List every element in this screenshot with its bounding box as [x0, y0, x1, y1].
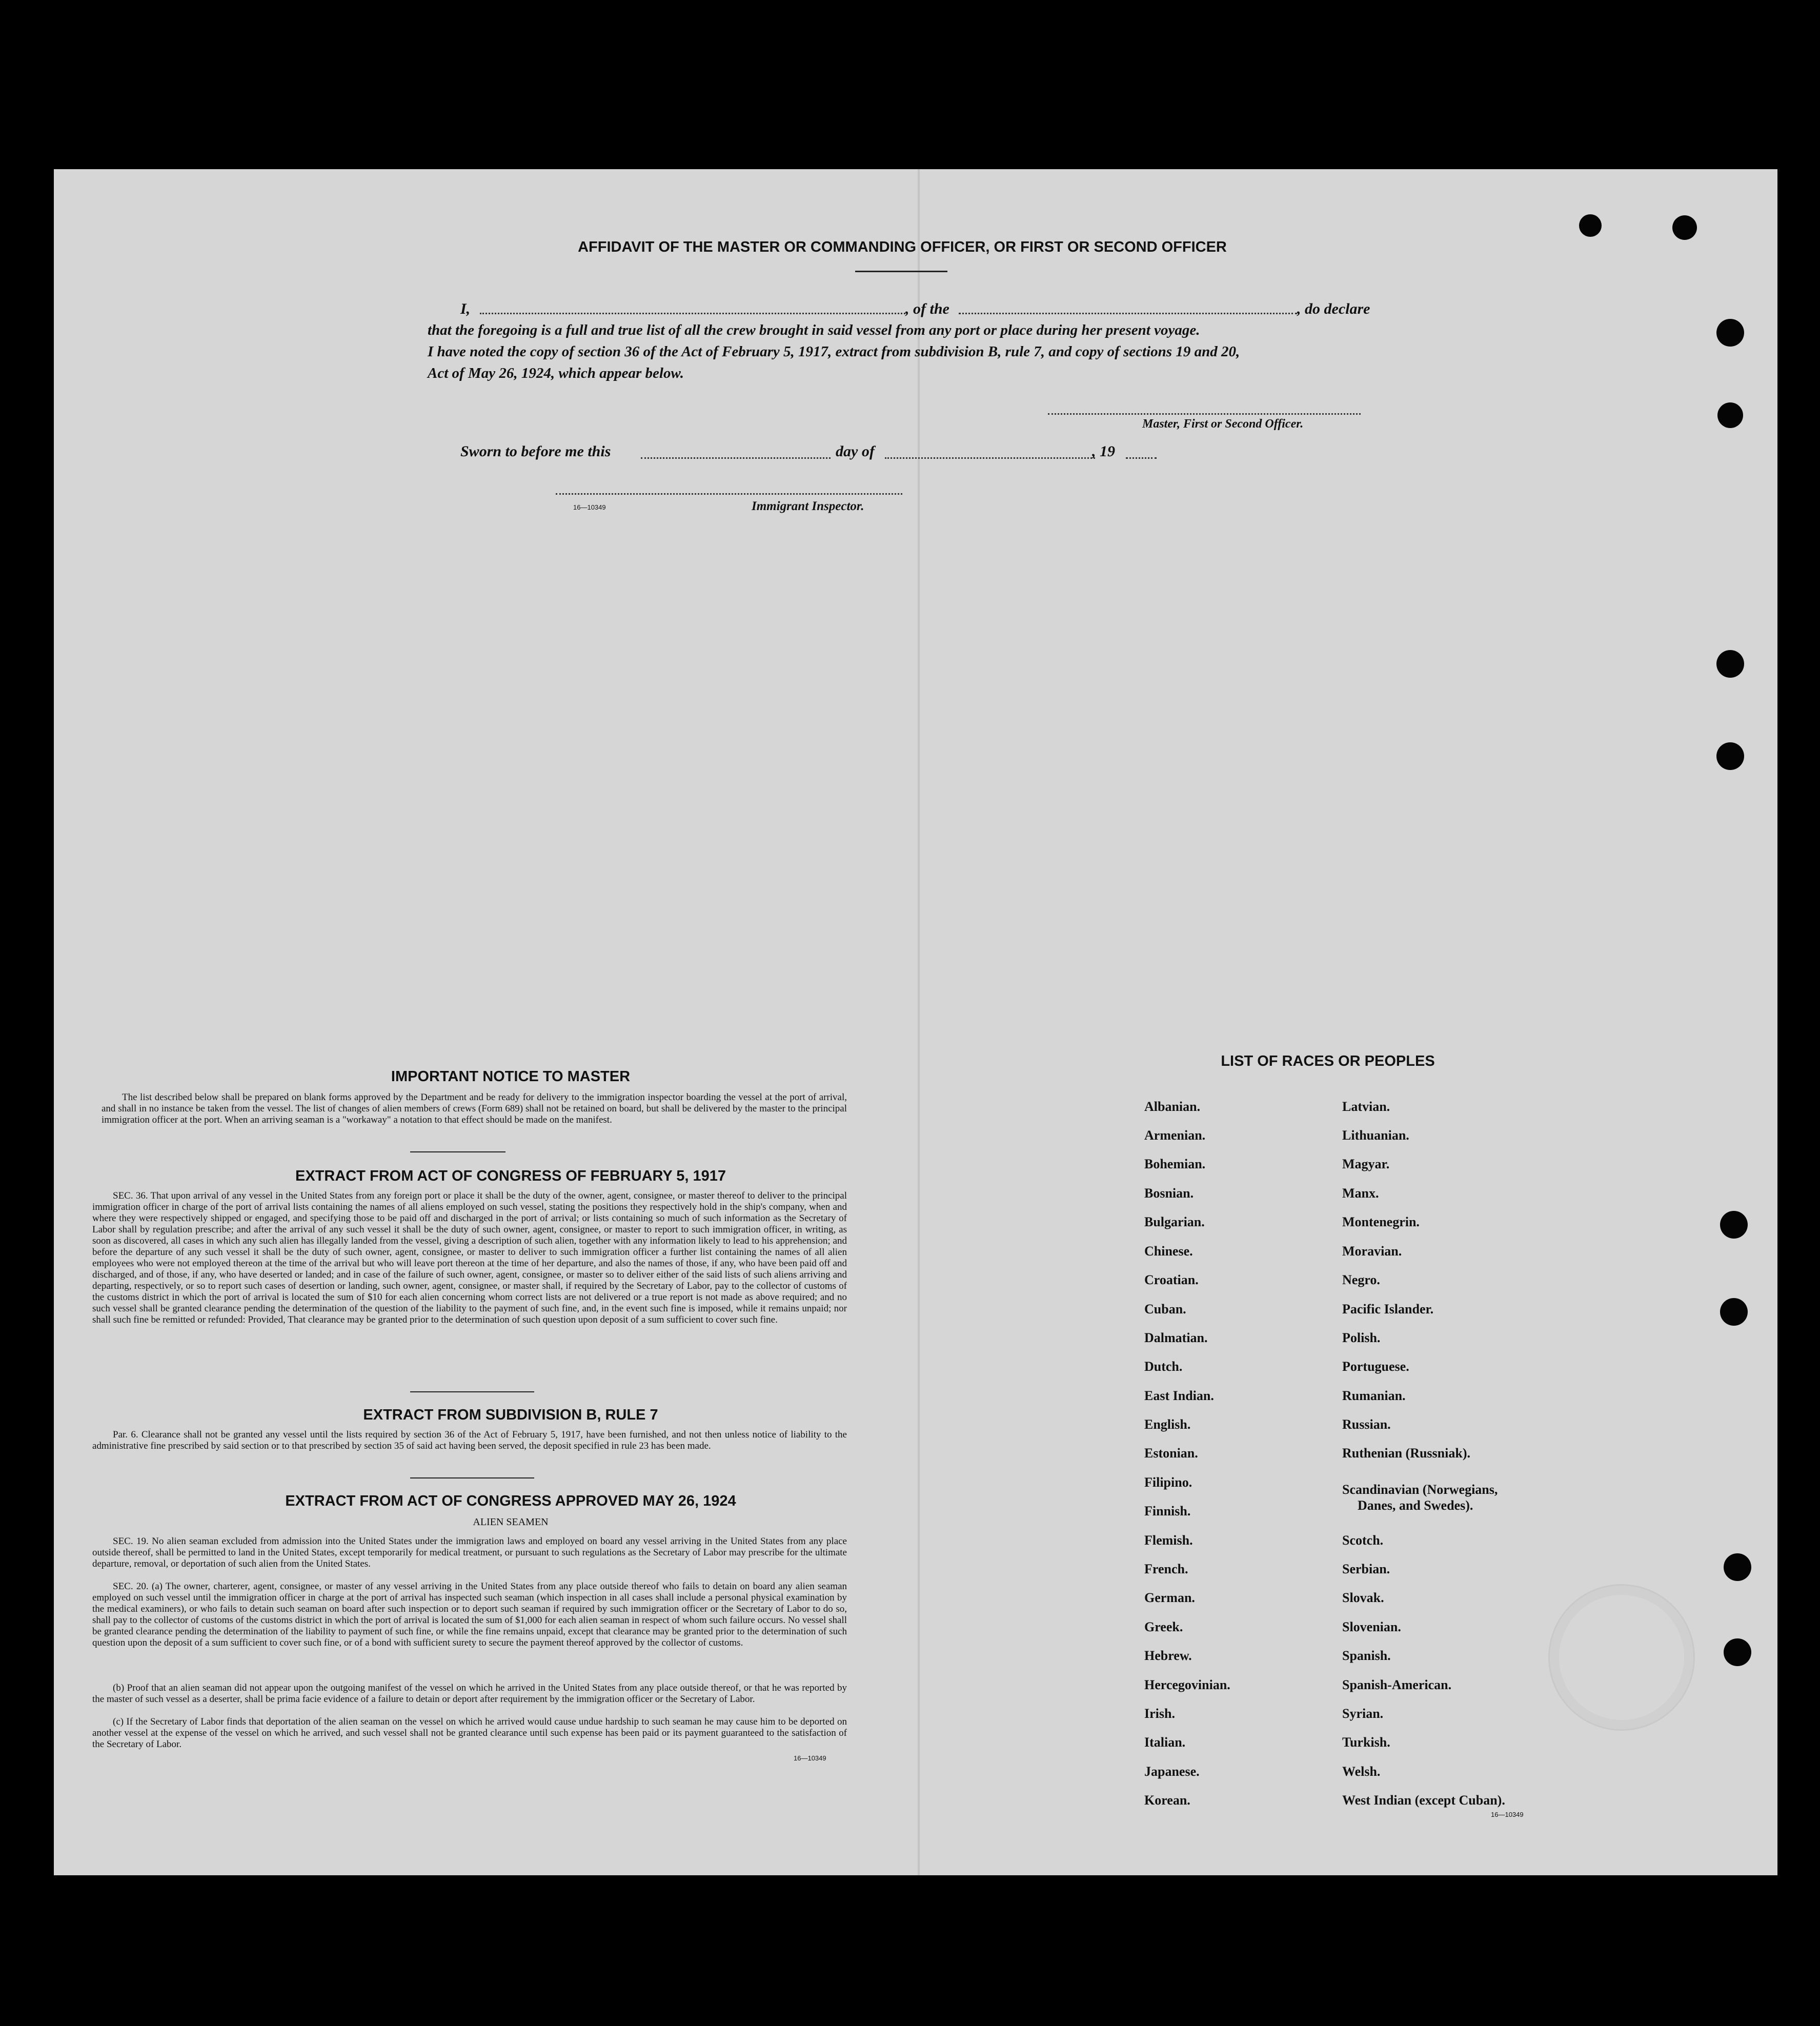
sec-20c-text: (c) If the Secretary of Labor finds that deportation of the alien seaman on the vessel on which he arrived would cause undue hardship to such seaman he may cause him to be deported on another vessel at the expense of the vessel on which he arrived, and such vessel shall not be granted clearance until such expense has been paid or its payment guaranteed to the satisfaction of the Secretary of Labor. — [92, 1716, 847, 1750]
race-item: Spanish-American. — [1342, 1677, 1452, 1692]
race-item: Irish. — [1144, 1706, 1175, 1721]
signature-caption: Master, First or Second Officer. — [1142, 417, 1304, 431]
extract-1924-form-number: 16—10349 — [794, 1754, 826, 1762]
race-item: Slovak. — [1342, 1590, 1384, 1605]
sec-20b-text: (b) Proof that an alien seaman did not appear upon the outgoing manifest of the vessel on which he arrived in the United States from any place outside thereof, or that he was reported by the master of such vessel as a deserter, shall be prima facie evidence of a failure to detain or deport after requirement by the immigration officer or the Secretary of Labor. — [92, 1683, 847, 1705]
race-item: Bulgarian. — [1144, 1214, 1205, 1229]
punch-hole — [1579, 214, 1602, 237]
affidavit-i-label: I, — [460, 300, 471, 317]
race-item: Cuban. — [1144, 1302, 1186, 1316]
race-item: Spanish. — [1342, 1648, 1391, 1663]
notice-title: IMPORTANT NOTICE TO MASTER — [391, 1068, 631, 1085]
punch-hole — [1717, 402, 1743, 428]
race-item: Bosnian. — [1144, 1186, 1194, 1201]
race-item: Moravian. — [1342, 1244, 1402, 1259]
sec-19-text: SEC. 19. No alien seaman excluded from admission into the United States under the immigration laws and employed on board any vessel arriving in the United States from any place outside thereof, shall be permitted to land in the United States, except temporarily for medical treatment, or pursuant to such regulations as the Secretary of Labor may prescribe for the ultimate departure, removal, or deportation of such alien from the United States. — [92, 1536, 847, 1569]
extract-rule7-rule — [410, 1477, 534, 1478]
race-item: Albanian. — [1144, 1099, 1201, 1114]
embossed-seal — [1548, 1584, 1695, 1731]
affidavit-line-4: Act of May 26, 1924, which appear below. — [428, 365, 684, 381]
race-item: Scandinavian (Norwegians, — [1342, 1482, 1498, 1497]
race-item: Welsh. — [1342, 1764, 1381, 1779]
race-item: Lithuanian. — [1342, 1128, 1409, 1143]
notice-rule — [410, 1151, 505, 1152]
race-item: Finnish. — [1144, 1504, 1191, 1518]
affidavit-title: AFFIDAVIT OF THE MASTER OR COMMANDING OFFICER, OR FIRST OR SECOND OFFICER — [578, 239, 1227, 255]
race-item: Turkish. — [1342, 1735, 1390, 1750]
affidavit-of-the-label: , of the — [905, 300, 949, 317]
race-item: Montenegrin. — [1342, 1214, 1420, 1229]
punch-hole — [1716, 650, 1744, 678]
affidavit-title-rule — [855, 271, 947, 272]
race-item: Scotch. — [1342, 1533, 1384, 1548]
race-item: Manx. — [1342, 1186, 1379, 1201]
punch-hole — [1720, 1211, 1748, 1239]
punch-hole — [1716, 319, 1744, 347]
race-item: Dutch. — [1144, 1359, 1183, 1374]
day-of-label: day of — [836, 443, 875, 460]
race-item: Negro. — [1342, 1272, 1380, 1287]
inspector-line — [556, 493, 902, 495]
signature-line — [1048, 413, 1361, 415]
race-item: Pacific Islander. — [1342, 1302, 1434, 1316]
race-item: Hebrew. — [1144, 1648, 1192, 1663]
inspector-caption: Immigrant Inspector. — [752, 499, 864, 513]
race-item: Italian. — [1144, 1735, 1186, 1750]
race-item: Greek. — [1144, 1619, 1183, 1634]
race-item: East Indian. — [1144, 1388, 1214, 1403]
sworn-day-line — [641, 457, 831, 459]
alien-seamen-subtitle: ALIEN SEAMEN — [473, 1516, 549, 1528]
race-item: Japanese. — [1144, 1764, 1200, 1779]
affidavit-name-line — [480, 313, 905, 314]
race-item: Flemish. — [1144, 1533, 1193, 1548]
race-item: Latvian. — [1342, 1099, 1390, 1114]
race-item: Chinese. — [1144, 1244, 1193, 1259]
sworn-year-line — [1126, 457, 1157, 459]
race-item: Filipino. — [1144, 1475, 1192, 1490]
affidavit-vessel-line — [959, 313, 1297, 314]
race-item: Serbian. — [1342, 1562, 1390, 1576]
race-item: Korean. — [1144, 1793, 1190, 1808]
race-item: Croatian. — [1144, 1272, 1199, 1287]
extract-1917-rule — [410, 1391, 534, 1392]
extract-1917-body: SEC. 36. That upon arrival of any vessel in the United States from any foreign port or place it shall be the duty of the owner, agent, consignee, or master thereof to deliver to the principal immigration officer in charge of the port of arrival lists containing the names of all aliens employed on such vessel, stating the positions they respectively hold in the ship's company, when and where they were respectively shipped or engaged, and specifying those to be paid off and discharged in the port of arrival; or lists containing so much of such information as the Secretary of Labor shall by regulation prescribe; and after the arrival of any such vessel it shall be the duty of such owner, agent, consignee, or master to report to such immigration officer, in writing, as soon as discovered, all cases in which any such alien has illegally landed from the vessel, giving a description of such alien, together with any information likely to lead to his apprehension; and before the departure of any such vessel it shall be the duty of such owner, agent, consignee, or master to deliver to such immigration officer a further list containing the names of all alien employees who were not employed thereon at the time of the arrival but who will leave port thereon at the time of her departure, and also the names of those, if any, who have been paid off and discharged, and of those, if any, who have deserted or landed; and in case of the failure of such owner, agent, consignee, or master so to deliver either of the said lists of such aliens arriving and departing, respectively, or so to report such cases of desertion or landing, such owner, agent, consignee, or master shall, if required by the Secretary of Labor, pay to the collector of customs of the customs district in which the port of arrival is located the sum of $10 for each alien concerning whom correct lists are not delivered or a true report is not made as above required; and no such vessel shall be granted clearance pending the determination of the question of the liability to the payment of such fine, and, in the event such fine is imposed, while it remains unpaid; nor shall such fine be remitted or refunded: Provided, That clearance may be granted prior to the determination of such question upon deposit of a sum sufficient to cover such fine. — [92, 1190, 847, 1325]
race-item: Rumanian. — [1342, 1388, 1406, 1403]
extract-1917-title: EXTRACT FROM ACT OF CONGRESS OF FEBRUARY 5, 1917 — [295, 1168, 726, 1184]
race-item: Russian. — [1342, 1417, 1391, 1432]
punch-hole — [1716, 742, 1744, 770]
race-item: English. — [1144, 1417, 1191, 1432]
year-label: , 19 — [1092, 443, 1115, 460]
race-item: French. — [1144, 1562, 1188, 1576]
extract-rule7-title: EXTRACT FROM SUBDIVISION B, RULE 7 — [363, 1407, 658, 1423]
sworn-label: Sworn to before me this — [460, 443, 611, 460]
race-item: Portuguese. — [1342, 1359, 1409, 1374]
race-item: Danes, and Swedes). — [1358, 1498, 1473, 1513]
punch-hole — [1672, 215, 1697, 240]
race-item: Armenian. — [1144, 1128, 1206, 1143]
race-item: Ruthenian (Russniak). — [1342, 1446, 1470, 1461]
race-item: Dalmatian. — [1144, 1330, 1208, 1345]
affidavit-line-2: that the foregoing is a full and true list of all the crew brought in said vessel from any port or place during her present voyage. — [428, 322, 1200, 338]
races-title: LIST OF RACES OR PEOPLES — [1221, 1053, 1435, 1069]
punch-hole — [1720, 1298, 1748, 1326]
races-form-number: 16—10349 — [1491, 1811, 1524, 1818]
race-item: Syrian. — [1342, 1706, 1384, 1721]
race-item: Magyar. — [1342, 1157, 1390, 1171]
page-fold — [918, 169, 920, 1875]
race-item: West Indian (except Cuban). — [1342, 1793, 1505, 1808]
extract-1924-title: EXTRACT FROM ACT OF CONGRESS APPROVED MAY 26, 1924 — [285, 1493, 736, 1509]
affidavit-declare-label: , do declare — [1297, 300, 1370, 317]
sworn-month-line — [885, 457, 1095, 459]
punch-hole — [1724, 1638, 1751, 1666]
extract-rule7-body: Par. 6. Clearance shall not be granted any vessel until the lists required by section 36 of the Act of February 5, 1917, have been furnished, and not then unless notice of liability to the administrative fine prescribed by said section or to that prescribed by section 35 of said act having been served, the deposit specified in rule 23 has been made. — [92, 1429, 847, 1451]
race-item: Bohemian. — [1144, 1157, 1206, 1171]
affidavit-line-3: I have noted the copy of section 36 of the Act of February 5, 1917, extract from subdivision B, rule 7, and copy of sections 19 and 20, — [428, 343, 1240, 360]
sec-20a-text: SEC. 20. (a) The owner, charterer, agent, consignee, or master of any vessel arriving in the United States from any place outside thereof who fails to detain on board any alien seaman employed on such vessel until the immigration officer in charge at the port of arrival has inspected such seaman (which inspection in all cases shall include a personal physical examination by the medical examiners), or who fails to detain such seaman on board after such inspection or to deport such seaman if required by such immigration officer or the Secretary of Labor to do so, shall pay to the collector of customs of the customs district in which the port of arrival is located the sum of $1,000 for each alien seaman in respect of whom such failure occurs. No vessel shall be granted clearance pending the determination of the liability to payment of such fine, or while the fine remains unpaid, except that clearance may be granted prior to the determination of such question upon the deposit of a sum sufficient to cover such fine, or of a bond with sufficient surety to secure the payment thereof approved by the collector of customs. — [92, 1581, 847, 1648]
race-item: Estonian. — [1144, 1446, 1198, 1461]
race-item: Polish. — [1342, 1330, 1381, 1345]
punch-hole — [1724, 1553, 1751, 1581]
race-item: Slovenian. — [1342, 1619, 1401, 1634]
race-item: Hercegovinian. — [1144, 1677, 1230, 1692]
notice-body: The list described below shall be prepared on blank forms approved by the Department and be ready for delivery to the immigration inspector boarding the vessel at the port of arrival, and shall in no instance be taken from the vessel. The list of changes of alien members of crews (Form 689) shall not be retained on board, but shall be delivered by the master to the principal immigration officer at the port. When an arriving seaman is a "workaway" a notation to that effect should be made on the manifest. — [102, 1092, 847, 1125]
affidavit-form-number: 16—10349 — [573, 503, 606, 511]
race-item: German. — [1144, 1590, 1195, 1605]
